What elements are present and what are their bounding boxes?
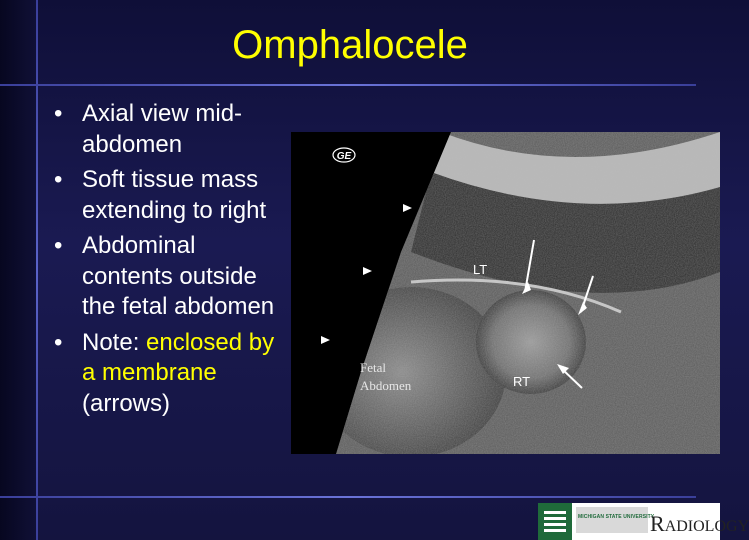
label-abdomen: Abdomen: [360, 378, 412, 393]
label-fetal: Fetal: [360, 360, 386, 375]
bullet-list: [54, 99, 292, 424]
logo-department-text: RADIOLOGY: [650, 511, 749, 536]
building-icon: [538, 503, 572, 540]
slide-title: Omphalocele: [232, 23, 468, 67]
bullet-text: Abdominal contents outside the fetal abdomen: [82, 232, 275, 320]
bullet-text: Note:: [82, 328, 147, 356]
bullet-dot: •: [54, 100, 63, 127]
msu-radiology-logo: [538, 503, 749, 540]
logo-university-text: MICHIGAN STATE UNIVERSITY: [578, 514, 655, 520]
label-lt: LT: [473, 262, 488, 277]
bullet-dot: •: [54, 328, 63, 356]
vertical-accent-line: [36, 0, 38, 540]
bullet-item-abdominal-contents: [54, 231, 292, 323]
bullet-item-axial-view: [54, 99, 292, 160]
ultrasound-image: [291, 132, 720, 454]
vendor-mark: GE: [336, 151, 352, 162]
bullet-text: Axial view mid-abdomen: [82, 100, 243, 158]
footer-divider-line: [0, 496, 696, 498]
bullet-dot: •: [54, 232, 63, 259]
bullet-item-note: [54, 328, 292, 420]
label-rt: RT: [513, 374, 531, 389]
bullet-dot: •: [54, 166, 63, 193]
bullet-highlight-text: enclosed by a membrane: [82, 328, 275, 386]
bullet-text: Soft tissue mass extending to right: [82, 166, 267, 224]
title-divider-line: [0, 84, 696, 86]
ultrasound-graphic: [291, 132, 720, 454]
left-decorative-band: [0, 0, 36, 540]
bullet-suffix-text: (arrows): [82, 389, 170, 417]
bullet-item-soft-tissue: [54, 165, 292, 226]
